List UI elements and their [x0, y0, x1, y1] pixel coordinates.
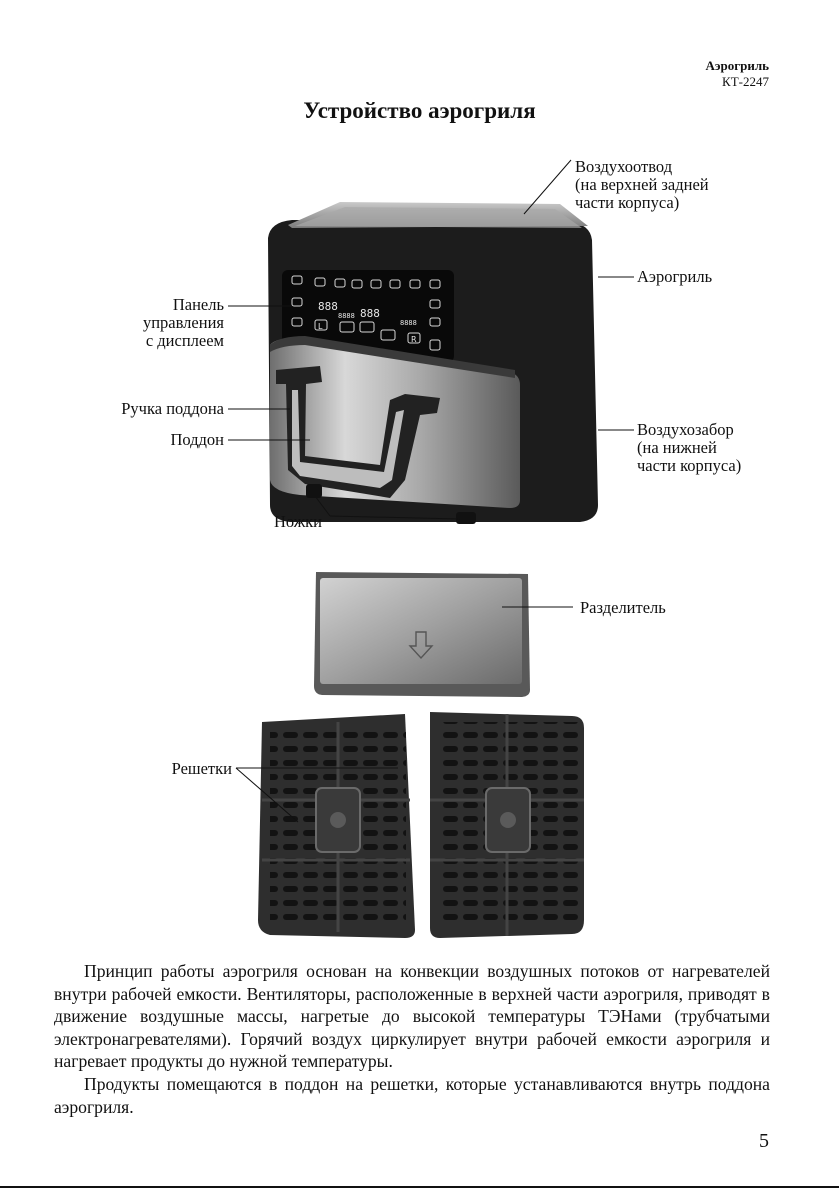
- divider-plate: [314, 572, 530, 697]
- bottom-rule: [0, 1186, 839, 1188]
- air-fryer: [268, 202, 598, 524]
- header-model: КТ-2247: [722, 74, 769, 89]
- display-right-small: 8888: [400, 319, 417, 327]
- foot-left: [306, 484, 322, 498]
- header-product: Аэрогриль: [705, 58, 769, 73]
- label-airgrill: Аэрогриль: [637, 267, 713, 286]
- page-number: 5: [759, 1130, 769, 1152]
- grate-right: [430, 712, 584, 938]
- paragraph-usage: Продукты помещаются в поддон на решетки, которые устанавливаются внутрь поддона аэрогриля.: [54, 1073, 770, 1117]
- display-btn-l: L: [318, 322, 323, 331]
- label-intake: Воздухозабор (на нижней части корпуса): [637, 420, 742, 475]
- grate-left: [258, 714, 415, 938]
- page-title: Устройство аэрогриля: [303, 98, 536, 123]
- body-text: [54, 960, 770, 1118]
- label-tray-handle: Ручка поддона: [121, 399, 224, 418]
- label-control-panel: Панель управления с дисплеем: [142, 295, 224, 350]
- label-tray: Поддон: [170, 430, 224, 449]
- display-right-digits: 888: [360, 307, 380, 320]
- label-feet: Ножки: [274, 512, 323, 531]
- display-left-small: 8888: [338, 312, 355, 320]
- display-btn-r: R: [411, 335, 417, 344]
- display-left-digits: 888: [318, 300, 338, 313]
- label-divider: Разделитель: [580, 598, 666, 617]
- label-exhaust: Воздухоотвод (на верхней задней части корпуса): [575, 157, 709, 212]
- paragraph-principle: Принцип работы аэрогриля основан на конвекции воздушных потоков от нагревателей внутри рабочей емкости. Вентиляторы, расположенные в верхней части аэрогриля, приводят в движение воздушные массы, нагретые до высокой температуры ТЭНами (трубчатыми электронагревателями). Горячий воздух циркулирует внутри рабочей емкости аэрогриля и нагревает продукты до нужной температуры.: [54, 961, 770, 1072]
- label-grates: Решетки: [171, 759, 232, 778]
- foot-right: [456, 512, 476, 524]
